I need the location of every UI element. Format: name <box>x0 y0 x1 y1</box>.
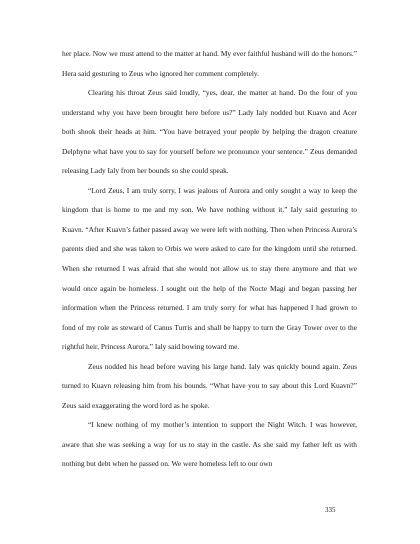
body-text <box>62 44 357 474</box>
paragraph: Zeus nodded his head before waving his large hand. Ialy was quickly bound again. Zeus turned to Kuavn releasing him from his bounds. “What have you to say about this Lord Kuavn?” Zeus said exaggerating the word lord as he spoke. <box>62 361 357 410</box>
paragraph: Clearing his throat Zeus said loudly, “yes, dear, the matter at hand. Do the four of you understand why you have been brought here before us?” Lady Ialy nodded but Kuavn and Acer both shook their heads at him. “You have betrayed your people by helping the dragon creature Delphyne what have you to say for yourself before we pronounce your sentence.” Zeus demanded releasing Lady Ialy from her bounds so she could speak. <box>62 88 357 176</box>
paragraph: “Lord Zeus, I am truly sorry, I was jealous of Aurora and only sought a way to keep the kingdom that is home to me and my son. We have nothing without it.” Ialy said gesturing to Kuavn. “After Kuavn’s father passed away we were left with nothing. Then when Princess Aurora’s parents died and she was taken to Orbis we were asked to care for the kingdom until she returned. When she returned I was afraid that she would not allow us to stay there anymore and that we would once again be homeless. I sought out the help of the Nocte Magi and began passing her information when the Princess returned. I am truly sorry for what has happened I had grown to fond of my role as steward of Canus Turris and shall be happy to turn the Gray Tower over to the rightful heir, Princess Aurora.” Ialy said bowing toward me. <box>62 185 357 352</box>
paragraph: her place. Now we must attend to the matter at hand. My ever faithful husband will do the honors.” Hera said gesturing to Zeus who ignored her comment completely. <box>62 49 357 78</box>
paragraph: “I knew nothing of my mother’s intention to support the Night Witch. I was however, aware that she was seeking a way for us to stay in the castle. As she said my father left us with nothing but debt when he passed on. We were homeless left to our own <box>62 420 357 469</box>
page-number: 335 <box>325 506 336 514</box>
